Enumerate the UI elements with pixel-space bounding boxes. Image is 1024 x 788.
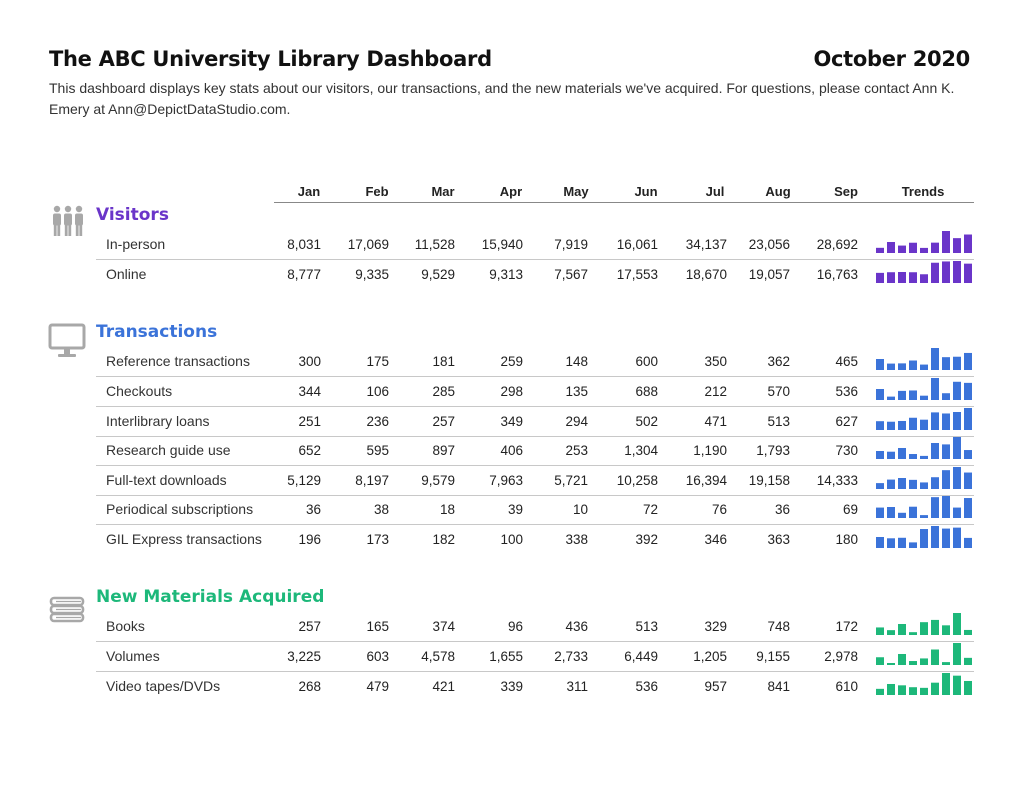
value-cell: 3,225 [287, 649, 321, 664]
trend-bar-apr [909, 272, 917, 283]
section-title-visitors: Visitors [96, 205, 169, 225]
value-cell: 36 [305, 502, 321, 517]
row-label: Interlibrary loans [106, 413, 210, 429]
value-cell: 349 [500, 414, 523, 429]
row-label: In-person [106, 236, 166, 252]
column-header-feb: Feb [365, 184, 389, 199]
trend-bar-jun [931, 477, 939, 489]
dashboard-title: The ABC University Library Dashboard [49, 47, 492, 71]
value-cell: 1,205 [693, 649, 727, 664]
trend-bar-sep [964, 450, 972, 459]
value-cell: 5,721 [554, 473, 588, 488]
trend-bar-jun [931, 620, 939, 635]
value-cell: 610 [835, 679, 858, 694]
trend-bar-may [920, 396, 928, 400]
value-cell: 76 [711, 502, 727, 517]
value-cell: 406 [500, 443, 523, 458]
value-cell: 294 [565, 414, 588, 429]
value-cell: 9,155 [756, 649, 790, 664]
value-cell: 10 [572, 502, 588, 517]
value-cell: 251 [298, 414, 321, 429]
trend-bar-aug [953, 467, 961, 489]
value-cell: 72 [642, 502, 658, 517]
value-cell: 841 [767, 679, 790, 694]
trend-bar-may [920, 658, 928, 665]
row-label: Checkouts [106, 383, 173, 399]
trend-bar-feb [887, 480, 895, 489]
value-cell: 652 [298, 443, 321, 458]
value-cell: 18,670 [685, 267, 727, 282]
books-icon [48, 588, 88, 633]
trend-bar-sep [964, 630, 972, 635]
value-cell: 181 [432, 354, 455, 369]
value-cell: 23,056 [748, 237, 790, 252]
trend-bar-apr [909, 632, 917, 635]
trend-bar-may [920, 420, 928, 430]
column-header-jan: Jan [297, 184, 321, 199]
trend-bar-may [920, 688, 928, 695]
value-cell: 6,449 [624, 649, 658, 664]
trend-bar-mar [898, 448, 906, 459]
trend-bar-jan [876, 248, 884, 253]
trend-sparkline [875, 466, 973, 490]
value-cell: 957 [704, 679, 727, 694]
value-cell: 257 [432, 414, 455, 429]
row-label: Online [106, 266, 147, 282]
trend-sparkline [875, 377, 973, 401]
value-cell: 38 [373, 502, 389, 517]
trend-bar-sep [964, 658, 972, 665]
trend-sparkline [875, 672, 973, 696]
row-label: Periodical subscriptions [106, 501, 254, 517]
trend-bar-jul [942, 529, 950, 548]
value-cell: 897 [432, 443, 455, 458]
value-cell: 8,777 [287, 267, 321, 282]
row-label: Video tapes/DVDs [106, 678, 221, 694]
trend-bar-aug [953, 437, 961, 459]
value-cell: 165 [366, 619, 389, 634]
column-header-trends: Trends [901, 184, 945, 199]
row-label: Full-text downloads [106, 472, 227, 488]
trend-bar-jul [942, 673, 950, 695]
value-cell: 16,394 [685, 473, 727, 488]
value-cell: 536 [835, 384, 858, 399]
value-cell: 7,963 [489, 473, 523, 488]
monitor-icon [48, 321, 88, 366]
value-cell: 421 [432, 679, 455, 694]
value-cell: 259 [500, 354, 523, 369]
trend-bar-mar [898, 272, 906, 283]
value-cell: 173 [366, 532, 389, 547]
trend-bar-jan [876, 421, 884, 430]
trend-sparkline [875, 407, 973, 431]
value-cell: 350 [704, 354, 727, 369]
value-cell: 9,579 [421, 473, 455, 488]
value-cell: 16,061 [616, 237, 658, 252]
column-header-sep: Sep [834, 184, 858, 199]
trend-sparkline [875, 347, 973, 371]
trend-bar-sep [964, 498, 972, 518]
trend-bar-feb [887, 272, 895, 283]
value-cell: 436 [565, 619, 588, 634]
value-cell: 1,190 [693, 443, 727, 458]
trend-bar-sep [964, 473, 972, 489]
row-divider [96, 376, 974, 377]
trend-bar-jul [942, 662, 950, 665]
trend-bar-jun [931, 412, 939, 430]
trend-bar-jul [942, 625, 950, 635]
trend-bar-mar [898, 478, 906, 489]
value-cell: 8,197 [355, 473, 389, 488]
trend-bar-jan [876, 508, 884, 518]
value-cell: 196 [298, 532, 321, 547]
trend-bar-jul [942, 413, 950, 430]
trend-bar-sep [964, 264, 972, 283]
value-cell: 338 [565, 532, 588, 547]
trend-bar-mar [898, 246, 906, 253]
trend-sparkline [875, 230, 973, 254]
trend-bar-feb [887, 452, 895, 459]
value-cell: 344 [298, 384, 321, 399]
value-cell: 253 [565, 443, 588, 458]
trend-bar-sep [964, 235, 972, 253]
trend-bar-jun [931, 348, 939, 370]
value-cell: 7,919 [554, 237, 588, 252]
column-header-jul: Jul [705, 184, 725, 199]
trend-bar-aug [953, 508, 961, 518]
value-cell: 34,137 [685, 237, 727, 252]
trend-sparkline [875, 260, 973, 284]
trend-bar-aug [953, 382, 961, 400]
section-title-new-materials-acquired: New Materials Acquired [96, 587, 325, 607]
value-cell: 2,978 [824, 649, 858, 664]
value-cell: 257 [298, 619, 321, 634]
value-cell: 2,733 [554, 649, 588, 664]
value-cell: 17,553 [616, 267, 658, 282]
value-cell: 595 [366, 443, 389, 458]
value-cell: 329 [704, 619, 727, 634]
value-cell: 4,578 [421, 649, 455, 664]
value-cell: 9,335 [355, 267, 389, 282]
value-cell: 28,692 [816, 237, 858, 252]
value-cell: 172 [835, 619, 858, 634]
trend-bar-jun [931, 497, 939, 518]
trend-bar-feb [887, 242, 895, 253]
trend-bar-jan [876, 359, 884, 370]
trend-bar-jun [931, 243, 939, 253]
row-label: GIL Express transactions [106, 531, 262, 547]
trend-sparkline [875, 436, 973, 460]
value-cell: 17,069 [347, 237, 389, 252]
trend-bar-feb [887, 684, 895, 695]
trend-bar-jan [876, 537, 884, 548]
value-cell: 600 [635, 354, 658, 369]
report-date: October 2020 [813, 47, 970, 71]
trend-bar-may [920, 248, 928, 253]
value-cell: 300 [298, 354, 321, 369]
trend-bar-apr [909, 418, 917, 430]
trend-bar-jun [931, 650, 939, 665]
trend-bar-jan [876, 689, 884, 695]
column-header-mar: Mar [431, 184, 455, 199]
section-title-transactions: Transactions [96, 322, 218, 342]
value-cell: 18 [439, 502, 455, 517]
value-cell: 268 [298, 679, 321, 694]
value-cell: 465 [835, 354, 858, 369]
trend-bar-feb [887, 364, 895, 370]
trend-bar-may [920, 482, 928, 489]
trend-bar-jul [942, 496, 950, 518]
value-cell: 11,528 [414, 237, 455, 252]
trend-bar-feb [887, 630, 895, 635]
value-cell: 36 [774, 502, 790, 517]
trend-sparkline [875, 525, 973, 549]
row-divider [96, 524, 974, 525]
trend-sparkline [875, 495, 973, 519]
trend-bar-mar [898, 421, 906, 430]
value-cell: 10,258 [616, 473, 658, 488]
people-icon [48, 203, 88, 248]
value-cell: 688 [635, 384, 658, 399]
value-cell: 471 [704, 414, 727, 429]
trend-bar-may [920, 622, 928, 635]
trend-bar-jan [876, 273, 884, 283]
value-cell: 182 [432, 532, 455, 547]
trend-bar-jul [942, 357, 950, 370]
trend-bar-aug [953, 676, 961, 695]
trend-bar-feb [887, 507, 895, 518]
value-cell: 627 [835, 414, 858, 429]
value-cell: 19,057 [748, 267, 790, 282]
row-label: Books [106, 618, 145, 634]
value-cell: 100 [500, 532, 523, 547]
trend-bar-may [920, 365, 928, 370]
trend-bar-sep [964, 681, 972, 695]
trend-bar-may [920, 515, 928, 518]
value-cell: 7,567 [554, 267, 588, 282]
trend-bar-jan [876, 389, 884, 400]
trend-bar-may [920, 274, 928, 283]
trend-bar-jul [942, 444, 950, 459]
value-cell: 69 [842, 502, 858, 517]
trend-bar-mar [898, 513, 906, 518]
value-cell: 14,333 [816, 473, 858, 488]
trend-bar-apr [909, 687, 917, 695]
value-cell: 502 [635, 414, 658, 429]
trend-bar-aug [953, 412, 961, 430]
value-cell: 16,763 [816, 267, 858, 282]
row-divider [96, 465, 974, 466]
trend-bar-mar [898, 538, 906, 548]
trend-bar-jul [942, 261, 950, 283]
value-cell: 9,313 [489, 267, 523, 282]
value-cell: 285 [432, 384, 455, 399]
row-label: Research guide use [106, 442, 231, 458]
value-cell: 570 [767, 384, 790, 399]
trend-bar-mar [898, 654, 906, 665]
value-cell: 212 [704, 384, 727, 399]
trend-bar-sep [964, 383, 972, 400]
trend-bar-feb [887, 538, 895, 548]
trend-bar-apr [909, 480, 917, 489]
value-cell: 536 [635, 679, 658, 694]
trend-bar-aug [953, 643, 961, 665]
trend-bar-feb [887, 397, 895, 400]
value-cell: 148 [565, 354, 588, 369]
value-cell: 9,529 [421, 267, 455, 282]
trend-bar-aug [953, 357, 961, 370]
row-label: Reference transactions [106, 353, 250, 369]
value-cell: 1,793 [756, 443, 790, 458]
column-header-apr: Apr [499, 184, 523, 199]
value-cell: 39 [507, 502, 523, 517]
value-cell: 106 [366, 384, 389, 399]
trend-bar-feb [887, 663, 895, 665]
trend-bar-jun [931, 683, 939, 695]
row-divider [96, 671, 974, 672]
trend-bar-feb [887, 422, 895, 430]
trend-bar-jan [876, 657, 884, 665]
row-divider [96, 259, 974, 260]
value-cell: 748 [767, 619, 790, 634]
trend-bar-sep [964, 353, 972, 370]
trend-bar-jan [876, 451, 884, 459]
trend-bar-apr [909, 454, 917, 459]
trend-bar-apr [909, 661, 917, 665]
trend-bar-aug [953, 261, 961, 283]
column-header-jun: Jun [634, 184, 658, 199]
value-cell: 298 [500, 384, 523, 399]
value-cell: 513 [635, 619, 658, 634]
trend-bar-sep [964, 538, 972, 548]
trend-bar-mar [898, 624, 906, 635]
value-cell: 1,304 [624, 443, 658, 458]
value-cell: 15,940 [481, 237, 523, 252]
trend-bar-apr [909, 542, 917, 548]
trend-bar-apr [909, 507, 917, 518]
trend-bar-jul [942, 393, 950, 400]
value-cell: 96 [507, 619, 523, 634]
trend-sparkline [875, 612, 973, 636]
value-cell: 19,158 [748, 473, 790, 488]
trend-bar-jun [931, 263, 939, 283]
value-cell: 236 [366, 414, 389, 429]
trend-bar-jul [942, 470, 950, 489]
trend-bar-apr [909, 361, 917, 370]
dashboard-description: This dashboard displays key stats about our visitors, our transactions, and the new materials we've acquired. For questions, please contact Ann K. Emery at Ann@DepictDataStudio.com. [49, 80, 955, 117]
trend-bar-mar [898, 685, 906, 695]
row-divider [96, 495, 974, 496]
trend-bar-may [920, 456, 928, 459]
trend-bar-apr [909, 390, 917, 400]
value-cell: 175 [366, 354, 389, 369]
row-label: Volumes [106, 648, 160, 664]
value-cell: 135 [565, 384, 588, 399]
trend-bar-mar [898, 391, 906, 400]
trend-sparkline [875, 642, 973, 666]
row-divider [96, 641, 974, 642]
value-cell: 392 [635, 532, 658, 547]
row-divider [96, 436, 974, 437]
value-cell: 1,655 [489, 649, 523, 664]
trend-bar-jan [876, 627, 884, 635]
trend-bar-jul [942, 231, 950, 253]
value-cell: 8,031 [287, 237, 321, 252]
trend-bar-aug [953, 528, 961, 548]
value-cell: 730 [835, 443, 858, 458]
value-cell: 362 [767, 354, 790, 369]
value-cell: 311 [566, 679, 588, 694]
trend-bar-apr [909, 243, 917, 253]
value-cell: 5,129 [287, 473, 321, 488]
trend-bar-jun [931, 378, 939, 400]
row-divider [96, 406, 974, 407]
trend-bar-jun [931, 526, 939, 548]
trend-bar-may [920, 529, 928, 548]
column-header-aug: Aug [765, 184, 791, 199]
value-cell: 479 [366, 679, 389, 694]
trend-bar-jan [876, 483, 884, 489]
value-cell: 363 [767, 532, 790, 547]
value-cell: 180 [835, 532, 858, 547]
trend-bar-aug [953, 238, 961, 253]
trend-bar-mar [898, 363, 906, 370]
trend-bar-aug [953, 613, 961, 635]
value-cell: 374 [432, 619, 455, 634]
value-cell: 513 [767, 414, 790, 429]
trend-bar-sep [964, 408, 972, 430]
value-cell: 603 [366, 649, 389, 664]
column-header-may: May [563, 184, 589, 199]
header-divider [274, 202, 974, 203]
value-cell: 346 [704, 532, 727, 547]
value-cell: 339 [500, 679, 523, 694]
trend-bar-jun [931, 443, 939, 459]
